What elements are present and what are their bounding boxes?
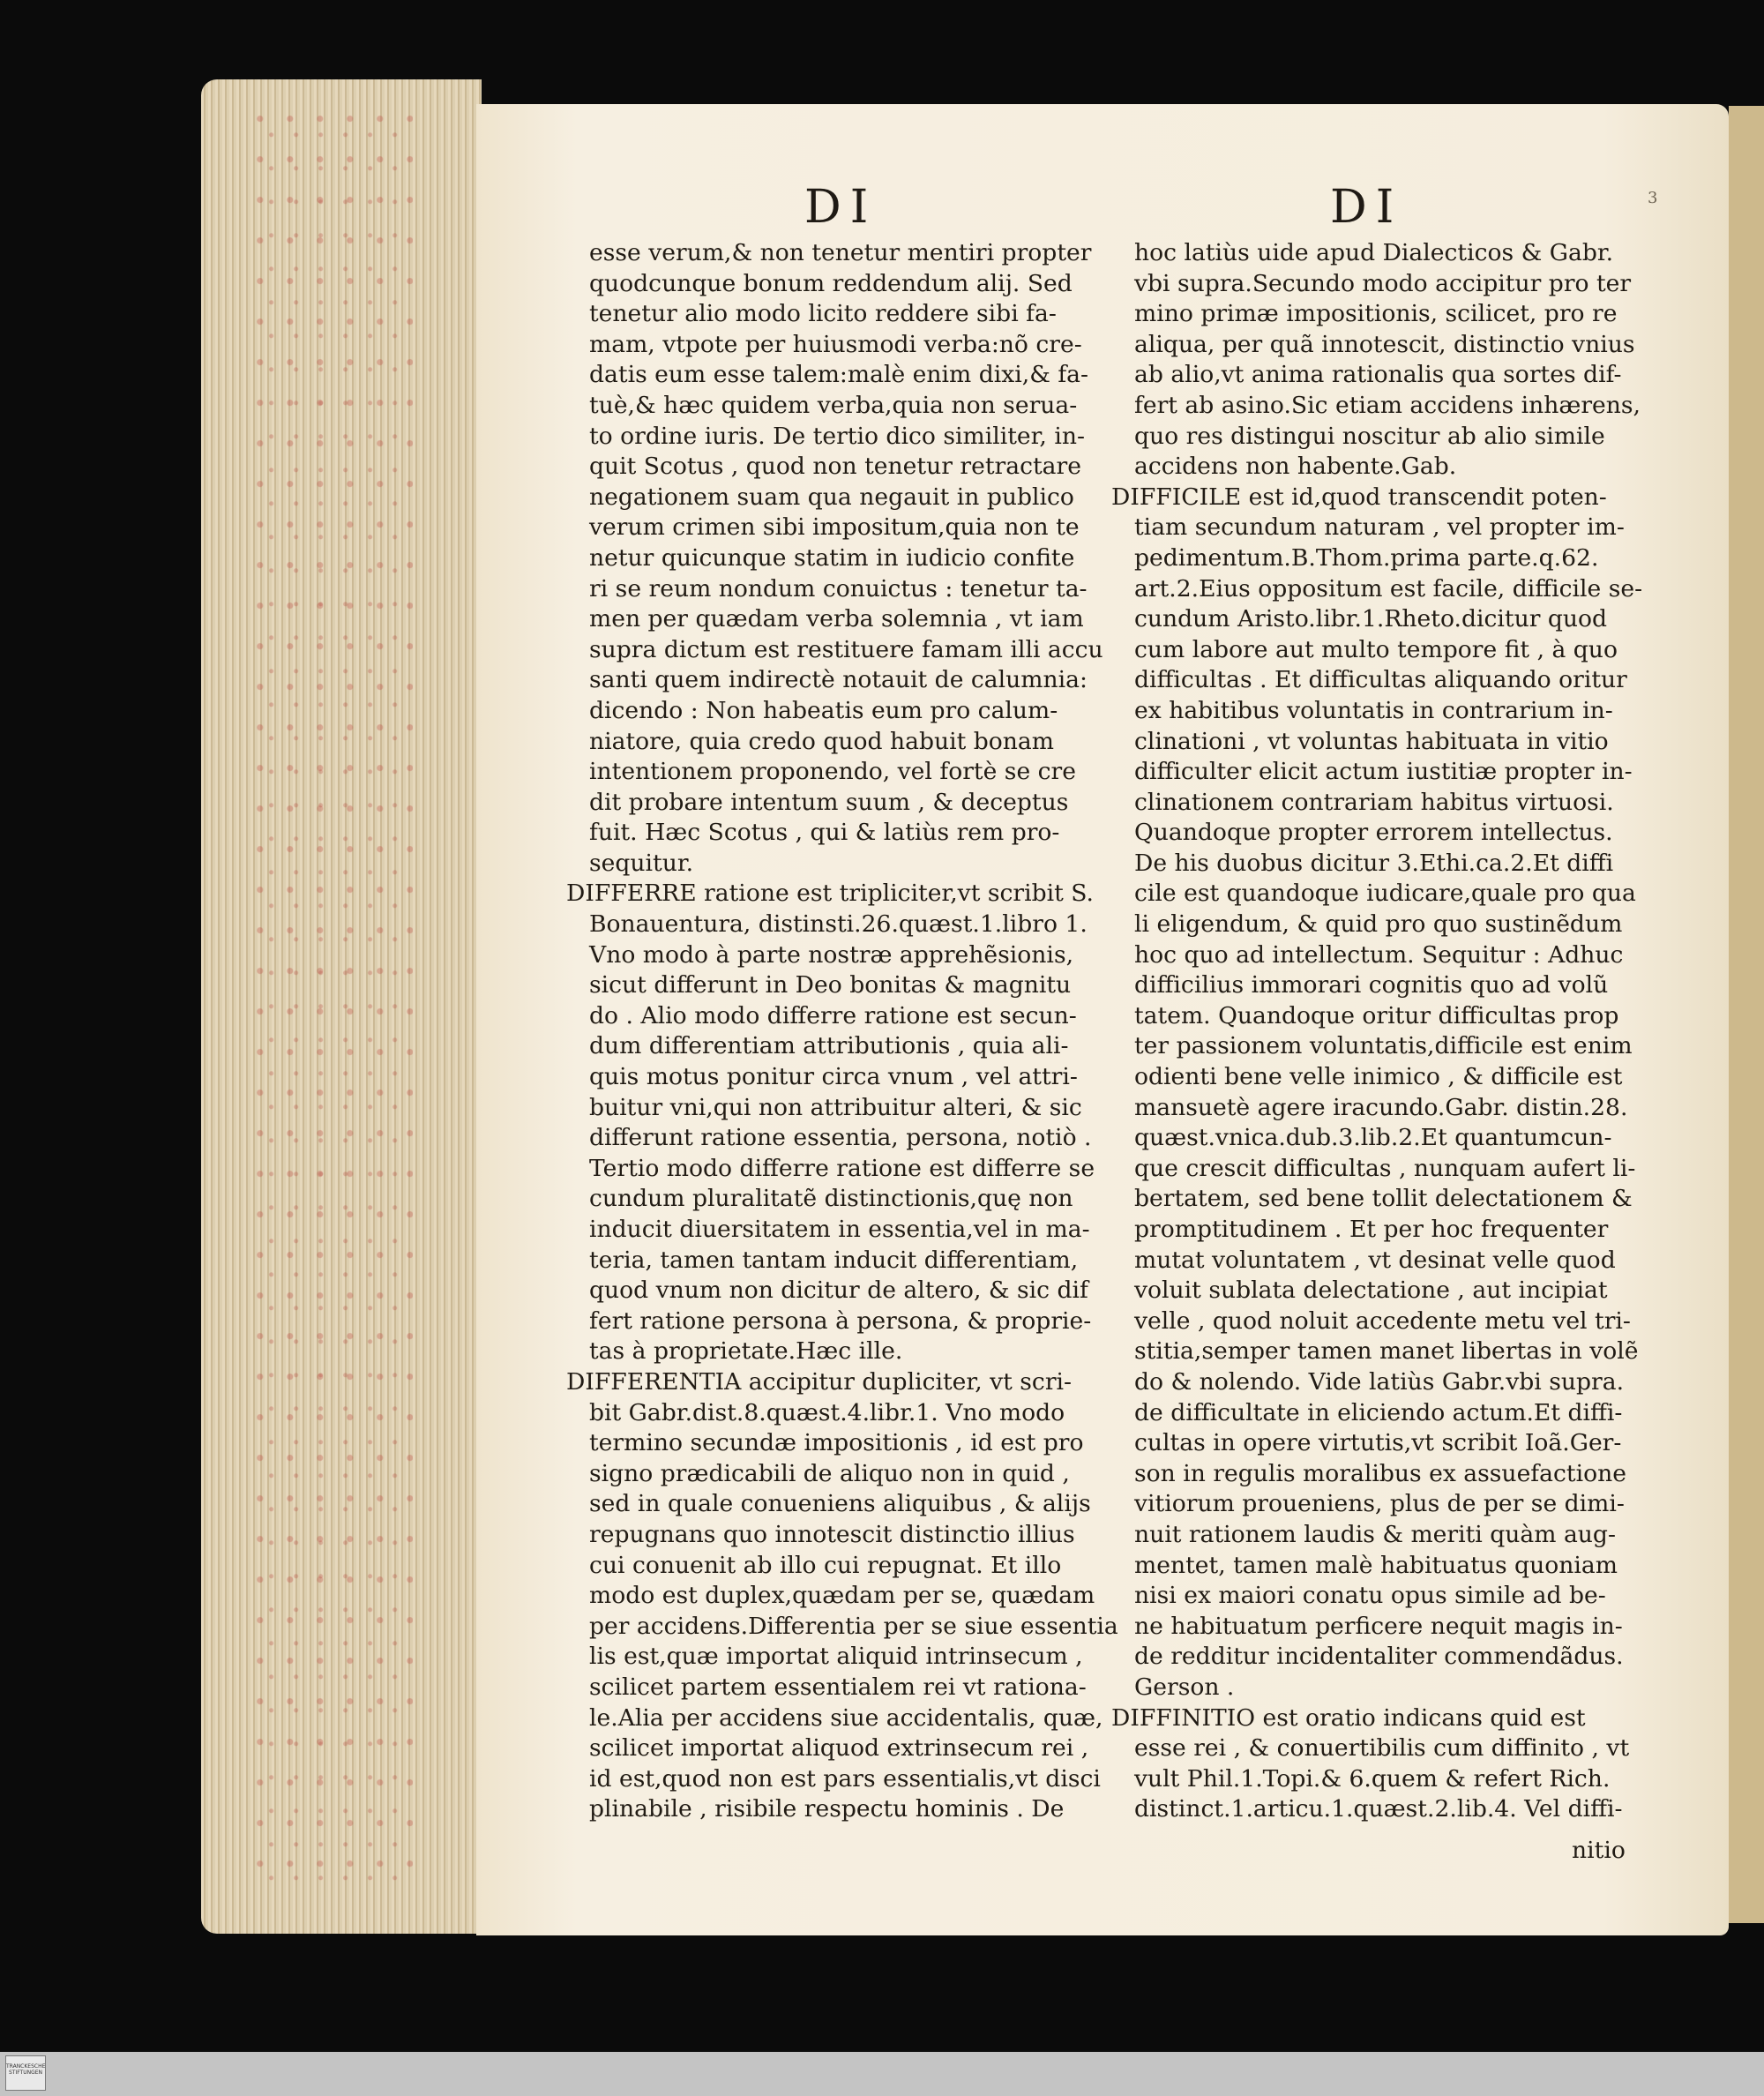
text-line: fuit. Hæc Scotus , qui & latiùs rem pro- <box>589 819 1060 847</box>
text-line: modo est duplex,quædam per se, quædam <box>589 1582 1095 1610</box>
text-line: ri se reum nondum conuictus : tenetur ta- <box>589 574 1088 603</box>
text-line: esse rei , & conuertibilis cum diffinito , vt <box>1134 1734 1630 1763</box>
text-line: teria, tamen tantam inducit differentiam, <box>589 1246 1079 1274</box>
text-line: Vno modo à parte nostræ apprehẽsionis, <box>589 940 1074 969</box>
text-line: mentet, tamen malè habituatus quoniam <box>1134 1551 1618 1579</box>
text-line: fert ab asino.Sic etiam accidens inhærens, <box>1134 391 1641 419</box>
text-line: bertatem, sed bene tollit delectationem & <box>1134 1185 1633 1213</box>
text-line: ex habitibus voluntatis in contrarium in- <box>1134 696 1613 724</box>
text-line: verum crimen sibi impositum,quia non te <box>589 513 1080 542</box>
text-line: tas à proprietate.Hæc ille. <box>589 1337 903 1366</box>
text-line: clinationi , vt voluntas habituata in vitio <box>1134 727 1609 755</box>
text-line: id est,quod non est pars essentialis,vt disci <box>589 1764 1101 1793</box>
book-fore-edge <box>201 79 482 1934</box>
text-line: quit Scotus , quod non tenetur retractare <box>589 453 1081 481</box>
text-line: mutat voluntatem , vt desinat velle quod <box>1134 1246 1616 1274</box>
catchword: nitio <box>1572 1837 1626 1864</box>
text-line: quodcunque bonum reddendum alij. Sed <box>589 269 1073 297</box>
running-head-left: DI <box>804 181 878 234</box>
text-line: stitia,semper tamen manet libertas in volẽ <box>1134 1337 1639 1366</box>
text-line: termino secundæ impositionis , id est pro <box>589 1429 1084 1457</box>
text-line: dicendo : Non habeatis eum pro calum- <box>589 696 1058 724</box>
text-line: voluit sublata delectatione , aut incipiat <box>1134 1276 1608 1305</box>
text-line: sequitur. <box>589 849 694 877</box>
text-line: mino primæ impositionis, scilicet, pro re <box>1134 300 1618 328</box>
text-line: Quandoque propter errorem intellectus. <box>1134 819 1613 847</box>
text-line: ter passionem voluntatis,difficile est enim <box>1134 1032 1633 1060</box>
text-line: vbi supra.Secundo modo accipitur pro ter <box>1134 269 1632 297</box>
text-line: ab alio,vt anima rationalis qua sortes dif- <box>1134 361 1622 389</box>
text-line: difficilius immorari cognitis quo ad volũ <box>1134 971 1609 999</box>
text-line: ne habituatum perficere nequit magis in- <box>1134 1612 1623 1640</box>
text-line: DIFFINITIO est oratio indicans quid est <box>1111 1703 1586 1732</box>
text-line: santi quem indirectè notauit de calumnia: <box>589 666 1088 694</box>
text-line: distinct.1.articu.1.quæst.2.lib.4. Vel diffi- <box>1134 1795 1623 1823</box>
right-text-column <box>1111 238 1663 1825</box>
text-line: esse verum,& non tenetur mentiri propter <box>589 239 1092 266</box>
text-line: inducit diuersitatem in essentia,vel in ma- <box>589 1216 1090 1243</box>
left-text-column <box>566 238 1136 1825</box>
text-line: cultas in opere virtutis,vt scribit Ioã.Ger- <box>1134 1429 1622 1457</box>
text-line: Gerson . <box>1134 1673 1235 1701</box>
text-line: buitur vni,qui non attribuitur alteri, & sic <box>589 1093 1082 1121</box>
text-line: odienti bene velle inimico , & difficile est <box>1134 1063 1623 1091</box>
text-line: vult Phil.1.Topi.& 6.quem & refert Rich. <box>1134 1764 1611 1793</box>
text-line: sed in quale conueniens aliquibus , & alijs <box>589 1490 1091 1518</box>
text-line: tenetur alio modo licito reddere sibi fa- <box>589 300 1057 328</box>
text-line: differunt ratione essentia, persona, notiò . <box>589 1124 1092 1152</box>
text-line: difficulter elicit actum iustitiæ propter in- <box>1134 758 1633 786</box>
text-line: Tertio modo differre ratione est differre se <box>589 1154 1095 1182</box>
text-line: que crescit difficultas , nunquam aufert li- <box>1134 1154 1636 1182</box>
text-line: do & nolendo. Vide latiùs Gabr.vbi supra. <box>1134 1367 1625 1396</box>
text-line: plinabile , risibile respectu hominis . De <box>589 1795 1065 1823</box>
library-logo: TRANCKESCHE STIFTUNGEN <box>5 2055 46 2091</box>
text-line: cundum Aristo.libr.1.Rheto.dicitur quod <box>1134 605 1608 633</box>
text-line: quod vnum non dicitur de altero, & sic dif <box>589 1276 1088 1305</box>
text-line: hoc latiùs uide apud Dialecticos & Gabr. <box>1134 239 1614 266</box>
text-line: tatem. Quandoque oritur difficultas prop <box>1134 1001 1619 1029</box>
text-line: mam, vtpote per huiusmodi verba:nõ cre- <box>589 330 1082 358</box>
text-line: sicut differunt in Deo bonitas & magnitu <box>589 971 1072 999</box>
text-line: dit probare intentum suum , & deceptus <box>589 788 1069 816</box>
text-line: cundum pluralitatẽ distinctionis,quę non <box>589 1185 1073 1213</box>
text-line: mansuetè agere iracundo.Gabr. distin.28. <box>1134 1093 1628 1121</box>
text-line: nisi ex maiori conatu opus simile ad be- <box>1134 1582 1606 1610</box>
text-line: hoc quo ad intellectum. Sequitur : Adhuc <box>1134 940 1624 969</box>
text-line: fert ratione persona à persona, & proprie- <box>589 1306 1092 1335</box>
text-line: le.Alia per accidens siue accidentalis, quæ, <box>589 1703 1103 1732</box>
text-line: tiam secundum naturam , vel propter im- <box>1134 513 1625 542</box>
text-line: signo prædicabili de aliquo non in quid , <box>589 1459 1070 1487</box>
text-line: bit Gabr.dist.8.quæst.4.libr.1. Vno modo <box>589 1398 1065 1426</box>
text-line: vitiorum proueniens, plus de per se dimi- <box>1134 1490 1625 1518</box>
text-line: dum differentiam attributionis , quia ali- <box>589 1032 1069 1060</box>
text-line: netur quicunque statim in iudicio confite <box>589 543 1075 572</box>
text-line: de difficultate in eliciendo actum.Et diffi- <box>1134 1398 1623 1426</box>
text-line: repugnans quo innotescit distinctio illius <box>589 1520 1075 1548</box>
text-line: De his duobus dicitur 3.Ethi.ca.2.Et diffi <box>1134 849 1614 877</box>
text-line: men per quædam verba solemnia , vt iam <box>589 605 1084 633</box>
page-number: 3 <box>1648 189 1658 207</box>
text-line: difficultas . Et difficultas aliquando oritur <box>1134 666 1627 694</box>
text-line: quo res distingui noscitur ab alio simile <box>1134 422 1605 450</box>
text-line: cile est quandoque iudicare,quale pro qua <box>1134 880 1636 908</box>
text-line: scilicet importat aliquod extrinsecum rei , <box>589 1734 1089 1763</box>
text-line: DIFFERENTIA accipitur dupliciter, vt scri- <box>566 1367 1073 1396</box>
text-line: cum labore aut multo tempore fit , à quo <box>1134 635 1618 663</box>
viewer-footer-bar <box>0 2052 1764 2096</box>
text-line: lis est,quæ importat aliquid intrinsecum , <box>589 1643 1083 1671</box>
text-line: quis motus ponitur circa vnum , vel attri- <box>589 1063 1078 1091</box>
text-line: pedimentum.B.Thom.prima parte.q.62. <box>1134 543 1599 572</box>
text-line: supra dictum est restituere famam illi accu <box>589 635 1103 663</box>
text-line: negationem suam qua negauit in publico <box>589 483 1074 511</box>
text-line: li eligendum, & quid pro quo sustinẽdum <box>1134 910 1623 939</box>
text-line: niatore, quia credo quod habuit bonam <box>589 727 1054 755</box>
running-head-right: DI <box>1330 181 1403 234</box>
text-line: aliqua, per quã innotescit, distinctio vnius <box>1134 330 1635 358</box>
text-line: intentionem proponendo, vel fortè se cre <box>589 758 1076 786</box>
text-line: do . Alio modo differre ratione est secun- <box>589 1001 1077 1029</box>
text-line: cui conuenit ab illo cui repugnat. Et illo <box>589 1551 1062 1579</box>
text-line: to ordine iuris. De tertio dico similiter, in- <box>589 422 1085 450</box>
text-line: DIFFERRE ratione est tripliciter,vt scribit S. <box>566 880 1094 908</box>
text-line: de redditur incidentaliter commendãdus. <box>1134 1643 1624 1671</box>
text-line: Bonauentura, distinsti.26.quæst.1.libro 1. <box>589 910 1088 939</box>
text-line: son in regulis moralibus ex assuefactione <box>1134 1459 1626 1487</box>
text-line: accidens non habente.Gab. <box>1134 453 1457 481</box>
text-line: DIFFICILE est id,quod transcendit poten- <box>1111 483 1607 511</box>
text-line: tuè,& hæc quidem verba,quia non serua- <box>589 391 1078 419</box>
text-line: art.2.Eius oppositum est facile, difficile se- <box>1134 574 1643 603</box>
text-line: promptitudinem . Et per hoc frequenter <box>1134 1216 1609 1243</box>
text-line: quæst.vnica.dub.3.lib.2.Et quantumcun- <box>1134 1124 1612 1152</box>
right-leaf-edge <box>1729 106 1764 1923</box>
text-line: datis eum esse talem:malè enim dixi,& fa- <box>589 361 1089 389</box>
text-line: nuit rationem laudis & meriti quàm aug- <box>1134 1520 1616 1548</box>
text-line: scilicet partem essentialem rei vt rationa- <box>589 1673 1087 1701</box>
text-line: clinationem contrariam habitus virtuosi. <box>1134 788 1614 816</box>
text-line: per accidens.Differentia per se siue essentia <box>589 1612 1118 1640</box>
text-line: velle , quod noluit accedente metu vel tri- <box>1134 1306 1631 1335</box>
